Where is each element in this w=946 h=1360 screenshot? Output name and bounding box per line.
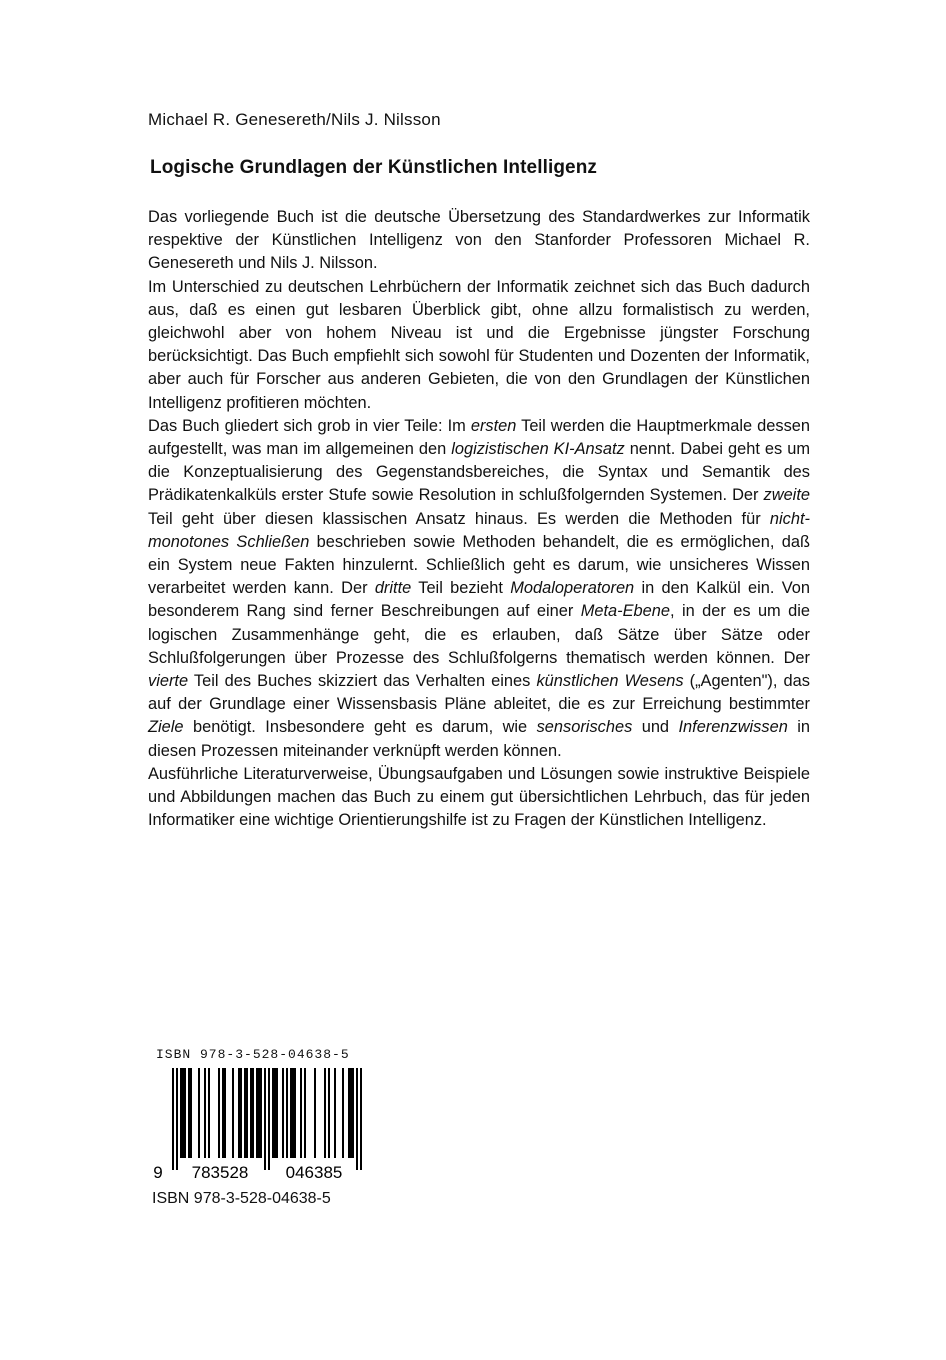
barcode-bar: [244, 1068, 246, 1158]
text-run: Teil bezieht: [411, 579, 511, 598]
emphasis-text: Ziele: [148, 718, 184, 737]
isbn-top-label: ISBN 978-3-528-04638-5: [156, 1047, 350, 1062]
text-run: in diesen Prozessen miteinander verknüpft werden können.: [148, 718, 811, 760]
text-run: Im Unterschied zu deutschen Lehrbüchern der Informatik zeichnet sich das Buch dadurch aus, daß es einen gut lesbaren Überblick gibt, ohne allzu formalistisch zu werden, gleichwohl aber von hohem Niveau ist und die Ergebnisse jüngster Forschung berücksichtigt. Das Buch empfiehlt sich sowohl für Studenten und Dozenten der Informatik, aber auch für Forscher aus anderen Gebieten, die von den Grundlagen der Künstlichen Intelligenz profitieren möchten.: [148, 277, 810, 412]
barcode-bar: [294, 1068, 296, 1158]
barcode-bar: [204, 1068, 206, 1158]
barcode-bar: [352, 1068, 354, 1158]
text-run: benötigt. Insbesondere geht es darum, wie: [183, 718, 537, 737]
barcode-bar: [260, 1068, 262, 1158]
barcode-guard-bar: [356, 1068, 358, 1170]
barcode-bar: [276, 1068, 278, 1158]
barcode-bar: [238, 1068, 240, 1158]
text-run: beschrieben sowie Methoden behandelt, die es ermöglichen, daß ein System neue Fakten hinzulernt. Schließlich geht es darum, wie unsicheres Wissen verarbeitet werden kann. Der: [148, 532, 810, 598]
barcode-bar: [290, 1068, 292, 1158]
barcode-guard-bar: [172, 1068, 174, 1170]
barcode-bar: [314, 1068, 316, 1158]
barcode-bar: [250, 1068, 252, 1158]
emphasis-text: dritte: [374, 579, 412, 598]
barcode-bar: [256, 1068, 258, 1158]
barcode-bar: [286, 1068, 288, 1158]
barcode-bar: [182, 1068, 184, 1158]
barcode-bar: [342, 1068, 344, 1158]
barcode-bar: [198, 1068, 200, 1158]
barcode-bar: [334, 1068, 336, 1158]
blurb-text: [148, 206, 810, 832]
emphasis-text: Inferenzwissen: [678, 718, 788, 737]
barcode-bar: [300, 1068, 302, 1158]
emphasis-text: nicht-monotones Schließen: [148, 509, 810, 551]
barcode-bar: [232, 1068, 234, 1158]
barcode-bar: [190, 1068, 192, 1158]
text-run: nennt. Dabei geht es um die Konzeptualisierung des Gegenstandsbereiches, die Syntax und Semantik des Prädikatenkalküls erster Stufe sowie Resolution in schlußfolgernden Systemen. Der: [148, 440, 810, 505]
text-run: Teil werden die Hauptmerkmale dessen aufgestellt, was man im allgemeinen den: [148, 416, 810, 459]
emphasis-text: logizistischen KI-Ansatz: [451, 440, 625, 459]
barcode: [150, 1066, 364, 1182]
barcode-bar: [304, 1068, 306, 1158]
text-run: , in der es um die logischen Zusammenhänge geht, die es erlauben, daß Sätze über Sätze oder Schlußfolgerungen über Prozesse des Schlußfolgerns thematisch werden können. Der: [148, 602, 810, 667]
barcode-bar: [222, 1068, 224, 1158]
text-run: („Agenten"), das auf der Grundlage einer Wissensbasis Pläne ableitet, die es zur Erreichung bestimmter: [148, 672, 810, 714]
emphasis-text: ersten: [470, 416, 517, 435]
emphasis-text: zweite: [763, 486, 810, 505]
isbn-block: [150, 1046, 370, 1208]
text-run: Das Buch gliedert sich grob in vier Teile: Im: [148, 416, 471, 435]
barcode-digits-left: 783528: [191, 1163, 249, 1182]
barcode-bar: [218, 1068, 220, 1158]
barcode-guard-bar: [360, 1068, 362, 1170]
barcode-guard-bar: [176, 1068, 178, 1170]
authors: Michael R. Genesereth/Nils J. Nilsson: [148, 110, 441, 129]
barcode-bar: [240, 1068, 242, 1158]
barcode-bar: [246, 1068, 248, 1158]
barcode-guard-bar: [264, 1068, 266, 1170]
barcode-bar: [348, 1068, 350, 1158]
barcode-bar: [272, 1068, 274, 1158]
barcode-bar: [328, 1068, 330, 1158]
barcode-guard-bar: [268, 1068, 270, 1170]
emphasis-text: Modaloperatoren: [510, 579, 635, 598]
emphasis-text: künstlichen Wesens: [536, 672, 684, 691]
text-run: Teil geht über diesen klassischen Ansatz hinaus. Es werden die Methoden für: [148, 509, 770, 528]
text-run: in den Kalkül ein. Von besonderem Rang sind ferner Beschreibungen auf einer: [148, 579, 811, 621]
paragraph: [148, 206, 810, 276]
paragraph: [148, 276, 810, 415]
barcode-bar: [252, 1068, 254, 1158]
barcode-bar: [180, 1068, 182, 1158]
emphasis-text: vierte: [148, 672, 189, 691]
paragraph: [148, 763, 810, 833]
emphasis-text: sensorisches: [536, 718, 633, 737]
barcode-digits-right: 046385: [285, 1163, 343, 1182]
barcode-bar: [258, 1068, 260, 1158]
barcode-bar: [274, 1068, 276, 1158]
barcode-bar: [224, 1068, 226, 1158]
barcode-bar: [350, 1068, 352, 1158]
barcode-bar: [208, 1068, 210, 1158]
barcode-bar: [184, 1068, 186, 1158]
barcode-first-digit: 9: [153, 1163, 163, 1182]
emphasis-text: Meta-Ebene: [580, 602, 671, 621]
text-run: und: [632, 718, 679, 737]
barcode-bar: [292, 1068, 294, 1158]
text-run: Teil des Buches skizziert das Verhalten eines: [188, 672, 537, 691]
text-run: Das vorliegende Buch ist die deutsche Übersetzung des Standardwerkes zur Informatik respektive der Künstlichen Intelligenz von den Stanforder Professoren Michael R. Genesereth und Nils J. Nilsson.: [148, 208, 810, 273]
barcode-bar: [324, 1068, 326, 1158]
book-title: Logische Grundlagen der Künstlichen Intelligenz: [150, 157, 598, 178]
isbn-bottom-label: ISBN 978-3-528-04638-5: [152, 1190, 331, 1207]
paragraph: [148, 415, 810, 763]
barcode-bar: [188, 1068, 190, 1158]
barcode-bar: [282, 1068, 284, 1158]
text-run: Ausführliche Literaturverweise, Übungsaufgaben und Lösungen sowie instruktive Beispiele und Abbildungen machen das Buch zu einem gut übersichtlichen Lehrbuch, das für jeden Informatiker eine wichtige Orientierungshilfe ist zu Fragen der Künstlichen Intelligenz.: [148, 764, 810, 830]
